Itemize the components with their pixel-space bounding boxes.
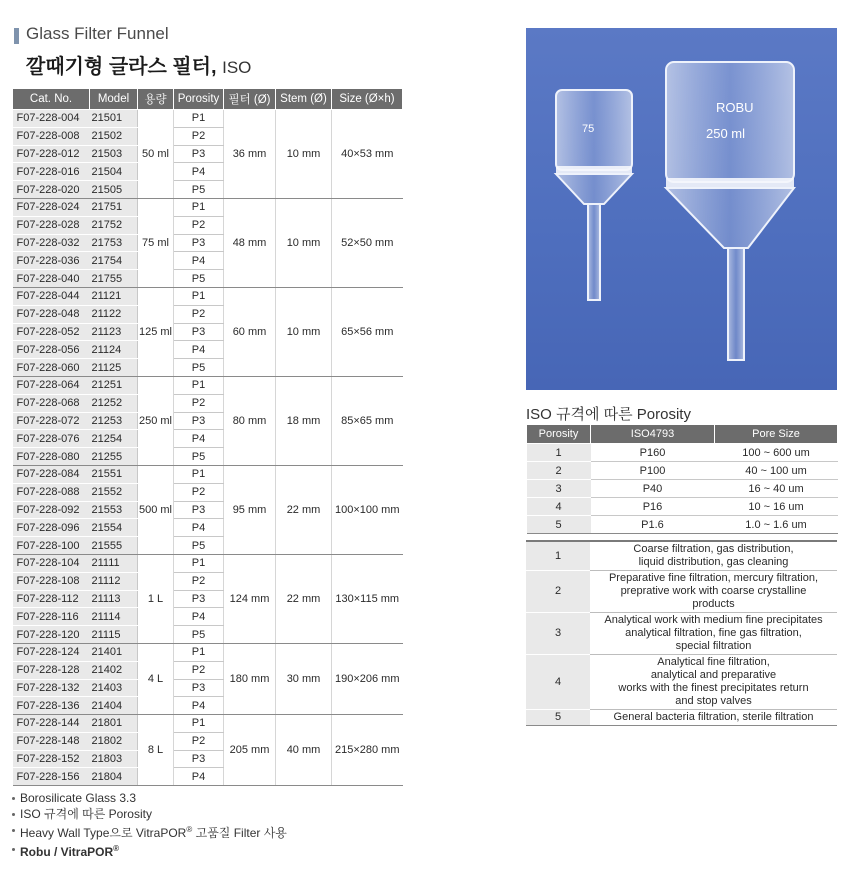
stem-cell: 10 mm: [276, 287, 332, 376]
model-cell: 21505: [90, 181, 138, 199]
description-cell: [590, 613, 837, 655]
large-funnel: [666, 62, 794, 360]
cat-no-cell: F07-228-152: [13, 750, 90, 768]
porosity-cell: P4: [174, 519, 224, 537]
cat-no-cell: F07-228-036: [13, 252, 90, 270]
cat-no-cell: F07-228-148: [13, 732, 90, 750]
filter-cell: 36 mm: [224, 110, 276, 199]
cat-no-cell: F07-228-120: [13, 626, 90, 644]
porosity-cell: P2: [174, 305, 224, 323]
porosity-cell: P2: [174, 572, 224, 590]
volume-cell: 50 ml: [138, 110, 174, 199]
porosity-cell: P2: [174, 661, 224, 679]
model-cell: 21122: [90, 305, 138, 323]
volume-cell: 500 ml: [138, 465, 174, 554]
porosity-description-table: [526, 540, 837, 726]
model-cell: 21115: [90, 626, 138, 644]
product-header-cell: 필터 (Ø): [224, 89, 276, 110]
product-header-cell: Cat. No.: [13, 89, 90, 110]
cat-no-cell: F07-228-056: [13, 341, 90, 359]
stem-cell: 30 mm: [276, 643, 332, 714]
porosity-grade-cell: 5: [526, 710, 590, 726]
model-cell: 21125: [90, 359, 138, 377]
porosity-grade-cell: 3: [526, 613, 590, 655]
porosity-cell: P1: [174, 465, 224, 483]
cat-no-cell: F07-228-068: [13, 394, 90, 412]
filter-cell: 95 mm: [224, 465, 276, 554]
filter-cell: 180 mm: [224, 643, 276, 714]
cat-no-cell: F07-228-084: [13, 465, 90, 483]
product-header-cell: Size (Ø×h): [332, 89, 403, 110]
description-line: and stop valves: [675, 695, 752, 707]
description-line: General bacteria filtration, sterile filtration: [613, 711, 814, 723]
table-row: [527, 462, 838, 480]
model-cell: 21751: [90, 198, 138, 216]
description-line: analytical and preparative: [650, 669, 777, 681]
table-row: [527, 498, 838, 516]
size-cell: 85×65 mm: [332, 376, 403, 465]
model-cell: 21753: [90, 234, 138, 252]
model-cell: 21401: [90, 643, 138, 661]
model-cell: 21113: [90, 590, 138, 608]
filter-cell: 80 mm: [224, 376, 276, 465]
model-cell: 21752: [90, 216, 138, 234]
porosity-cell: P1: [174, 643, 224, 661]
description-line: Coarse filtration, gas distribution,: [633, 543, 794, 555]
note-text: Borosilicate Glass 3.3: [20, 791, 137, 805]
model-cell: 21803: [90, 750, 138, 768]
cat-no-cell: F07-228-040: [13, 270, 90, 288]
stem-cell: 18 mm: [276, 376, 332, 465]
porosity-grade-cell: 5: [527, 516, 591, 534]
table-row: [527, 516, 838, 534]
model-cell: 21114: [90, 608, 138, 626]
porosity-cell: P5: [174, 626, 224, 644]
iso4793-cell: P100: [591, 462, 715, 480]
porosity-cell: P3: [174, 323, 224, 341]
filter-cell: 60 mm: [224, 287, 276, 376]
porosity-cell: P5: [174, 359, 224, 377]
table-row: [526, 571, 837, 613]
iso-section-title: ISO 규격에 따른 Porosity: [526, 406, 691, 423]
stem-cell: 10 mm: [276, 198, 332, 287]
cat-no-cell: F07-228-072: [13, 412, 90, 430]
porosity-grade-cell: 1: [527, 444, 591, 462]
description-line: Analytical fine filtration,: [657, 656, 770, 668]
model-cell: 21121: [90, 287, 138, 305]
model-cell: 21554: [90, 519, 138, 537]
porosity-cell: P1: [174, 198, 224, 216]
description-line: products: [692, 598, 735, 610]
model-cell: 21123: [90, 323, 138, 341]
cat-no-cell: F07-228-024: [13, 198, 90, 216]
porosity-cell: P4: [174, 430, 224, 448]
cat-no-cell: F07-228-016: [13, 163, 90, 181]
cat-no-cell: F07-228-156: [13, 768, 90, 786]
table-row: [527, 444, 838, 462]
table-row: [13, 287, 403, 305]
cat-no-cell: F07-228-088: [13, 483, 90, 501]
cat-no-cell: F07-228-052: [13, 323, 90, 341]
large-funnel-volume: 250 ml: [706, 126, 746, 141]
porosity-grade-cell: 3: [527, 480, 591, 498]
funnel-illustration: [526, 28, 837, 390]
cat-no-cell: F07-228-064: [13, 376, 90, 394]
description-line: analytical filtration, fine gas filtration,: [625, 627, 802, 639]
porosity-header-cell: ISO4793: [591, 425, 715, 444]
notes-list: [12, 790, 287, 860]
small-funnel: [556, 90, 632, 300]
cat-no-cell: F07-228-100: [13, 537, 90, 555]
title-accent-bar: [14, 28, 19, 44]
model-cell: 21255: [90, 448, 138, 466]
table-row: [13, 715, 403, 733]
pore-size-cell: 100 ~ 600 um: [715, 444, 838, 462]
cat-no-cell: F07-228-116: [13, 608, 90, 626]
porosity-cell: P5: [174, 448, 224, 466]
porosity-cell: P2: [174, 127, 224, 145]
product-header-cell: 용량: [138, 89, 174, 110]
porosity-grade-cell: 4: [527, 498, 591, 516]
table-row: [526, 710, 837, 726]
model-cell: 21552: [90, 483, 138, 501]
cat-no-cell: F07-228-028: [13, 216, 90, 234]
cat-no-cell: F07-228-096: [13, 519, 90, 537]
porosity-cell: P4: [174, 163, 224, 181]
description-line: Analytical work with medium fine precipitates: [604, 614, 823, 626]
cat-no-cell: F07-228-032: [13, 234, 90, 252]
model-cell: 21504: [90, 163, 138, 181]
cat-no-cell: F07-228-008: [13, 127, 90, 145]
model-cell: 21501: [90, 110, 138, 128]
note-text-suffix: 고품질 Filter 사용: [192, 826, 287, 840]
porosity-cell: P3: [174, 590, 224, 608]
cat-no-cell: F07-228-012: [13, 145, 90, 163]
size-cell: 52×50 mm: [332, 198, 403, 287]
porosity-cell: P3: [174, 501, 224, 519]
filter-cell: 124 mm: [224, 554, 276, 643]
pore-size-cell: 16 ~ 40 um: [715, 480, 838, 498]
registered-mark: ®: [186, 825, 193, 834]
table-row: [13, 643, 403, 661]
model-cell: 21111: [90, 554, 138, 572]
table-row: [526, 541, 837, 571]
porosity-cell: P3: [174, 145, 224, 163]
table-row: [13, 198, 403, 216]
stem-cell: 10 mm: [276, 110, 332, 199]
model-cell: 21801: [90, 715, 138, 733]
porosity-cell: P5: [174, 537, 224, 555]
product-header-cell: Model: [90, 89, 138, 110]
porosity-description-body: [526, 541, 837, 726]
volume-cell: 75 ml: [138, 198, 174, 287]
cat-no-cell: F07-228-020: [13, 181, 90, 199]
porosity-cell: P5: [174, 181, 224, 199]
pore-size-cell: 40 ~ 100 um: [715, 462, 838, 480]
page-title-iso: ISO: [222, 58, 252, 77]
porosity-cell: P4: [174, 252, 224, 270]
pore-size-cell: 1.0 ~ 1.6 um: [715, 516, 838, 534]
model-cell: 21403: [90, 679, 138, 697]
porosity-cell: P3: [174, 412, 224, 430]
description-cell: [590, 710, 837, 726]
cat-no-cell: F07-228-092: [13, 501, 90, 519]
model-cell: 21402: [90, 661, 138, 679]
iso4793-cell: P16: [591, 498, 715, 516]
porosity-cell: P2: [174, 732, 224, 750]
porosity-table: [526, 424, 838, 534]
stem-cell: 22 mm: [276, 465, 332, 554]
model-cell: 21551: [90, 465, 138, 483]
description-line: special filtration: [675, 640, 752, 652]
porosity-cell: P2: [174, 483, 224, 501]
porosity-grade-cell: 1: [526, 541, 590, 571]
iso4793-cell: P40: [591, 480, 715, 498]
porosity-cell: P1: [174, 554, 224, 572]
porosity-table-header: [527, 425, 838, 444]
table-row: [13, 376, 403, 394]
model-cell: 21112: [90, 572, 138, 590]
model-cell: 21253: [90, 412, 138, 430]
porosity-table-body: [527, 444, 838, 534]
size-cell: 65×56 mm: [332, 287, 403, 376]
note-text: ISO 규격에 따른 Porosity: [20, 807, 152, 821]
description-cell: [590, 541, 837, 571]
porosity-cell: P1: [174, 376, 224, 394]
model-cell: 21252: [90, 394, 138, 412]
small-funnel-label: 75: [582, 123, 595, 135]
model-cell: 21553: [90, 501, 138, 519]
filter-cell: 205 mm: [224, 715, 276, 786]
stem-cell: 40 mm: [276, 715, 332, 786]
porosity-cell: P4: [174, 341, 224, 359]
description-line: preprative work with coarse crystalline: [620, 585, 807, 597]
porosity-grade-cell: 2: [526, 571, 590, 613]
cat-no-cell: F07-228-108: [13, 572, 90, 590]
size-cell: 100×100 mm: [332, 465, 403, 554]
model-cell: 21503: [90, 145, 138, 163]
table-row: [527, 480, 838, 498]
porosity-header-cell: Porosity: [527, 425, 591, 444]
cat-no-cell: F07-228-124: [13, 643, 90, 661]
cat-no-cell: F07-228-104: [13, 554, 90, 572]
size-cell: 190×206 mm: [332, 643, 403, 714]
cat-no-cell: F07-228-132: [13, 679, 90, 697]
description-cell: [590, 655, 837, 710]
cat-no-cell: F07-228-144: [13, 715, 90, 733]
porosity-cell: P4: [174, 768, 224, 786]
porosity-header-cell: Pore Size: [715, 425, 838, 444]
cat-no-cell: F07-228-004: [13, 110, 90, 128]
page-title-en: Glass Filter Funnel: [26, 24, 169, 43]
volume-cell: 250 ml: [138, 376, 174, 465]
model-cell: 21804: [90, 768, 138, 786]
porosity-cell: P3: [174, 679, 224, 697]
size-cell: 40×53 mm: [332, 110, 403, 199]
product-header-cell: Porosity: [174, 89, 224, 110]
registered-mark: ®: [113, 844, 120, 853]
cat-no-cell: F07-228-048: [13, 305, 90, 323]
porosity-cell: P2: [174, 216, 224, 234]
product-table: [12, 88, 403, 786]
cat-no-cell: F07-228-112: [13, 590, 90, 608]
porosity-cell: P1: [174, 287, 224, 305]
porosity-cell: P3: [174, 234, 224, 252]
model-cell: 21802: [90, 732, 138, 750]
note-item: [12, 790, 287, 806]
size-cell: 215×280 mm: [332, 715, 403, 786]
porosity-grade-cell: 4: [526, 655, 590, 710]
volume-cell: 125 ml: [138, 287, 174, 376]
porosity-grade-cell: 2: [527, 462, 591, 480]
cat-no-cell: F07-228-076: [13, 430, 90, 448]
product-header-cell: Stem (Ø): [276, 89, 332, 110]
note-item: [12, 841, 287, 860]
porosity-cell: P5: [174, 270, 224, 288]
description-cell: [590, 571, 837, 613]
table-row: [13, 110, 403, 128]
porosity-cell: P1: [174, 715, 224, 733]
cat-no-cell: F07-228-044: [13, 287, 90, 305]
table-row: [13, 465, 403, 483]
porosity-cell: P3: [174, 750, 224, 768]
product-photo: [526, 28, 837, 390]
porosity-cell: P2: [174, 394, 224, 412]
iso4793-cell: P160: [591, 444, 715, 462]
volume-cell: 1 L: [138, 554, 174, 643]
large-funnel-brand: ROBU: [716, 100, 754, 115]
model-cell: 21124: [90, 341, 138, 359]
note-text: Robu / VitraPOR: [20, 845, 114, 859]
page-title-ko-text: 깔때기형 글라스 필터,: [26, 56, 217, 78]
porosity-cell: P4: [174, 608, 224, 626]
note-item: [12, 822, 287, 841]
page-title-ko: [26, 50, 251, 79]
filter-cell: 48 mm: [224, 198, 276, 287]
model-cell: 21754: [90, 252, 138, 270]
model-cell: 21755: [90, 270, 138, 288]
model-cell: 21502: [90, 127, 138, 145]
volume-cell: 4 L: [138, 643, 174, 714]
volume-cell: 8 L: [138, 715, 174, 786]
table-row: [526, 655, 837, 710]
model-cell: 21254: [90, 430, 138, 448]
product-table-body: [13, 110, 403, 786]
table-row: [13, 554, 403, 572]
pore-size-cell: 10 ~ 16 um: [715, 498, 838, 516]
cat-no-cell: F07-228-080: [13, 448, 90, 466]
iso4793-cell: P1.6: [591, 516, 715, 534]
stem-cell: 22 mm: [276, 554, 332, 643]
size-cell: 130×115 mm: [332, 554, 403, 643]
cat-no-cell: F07-228-060: [13, 359, 90, 377]
model-cell: 21251: [90, 376, 138, 394]
note-text: Heavy Wall Type으로 VitraPOR: [20, 826, 187, 840]
description-line: liquid distribution, gas cleaning: [638, 556, 789, 568]
model-cell: 21404: [90, 697, 138, 715]
description-line: works with the finest precipitates return: [618, 682, 809, 694]
cat-no-cell: F07-228-128: [13, 661, 90, 679]
note-item: [12, 806, 287, 822]
product-table-header: [13, 89, 403, 110]
cat-no-cell: F07-228-136: [13, 697, 90, 715]
porosity-cell: P1: [174, 110, 224, 128]
description-line: Preparative fine filtration, mercury filtration,: [608, 572, 819, 584]
porosity-cell: P4: [174, 697, 224, 715]
model-cell: 21555: [90, 537, 138, 555]
table-row: [526, 613, 837, 655]
